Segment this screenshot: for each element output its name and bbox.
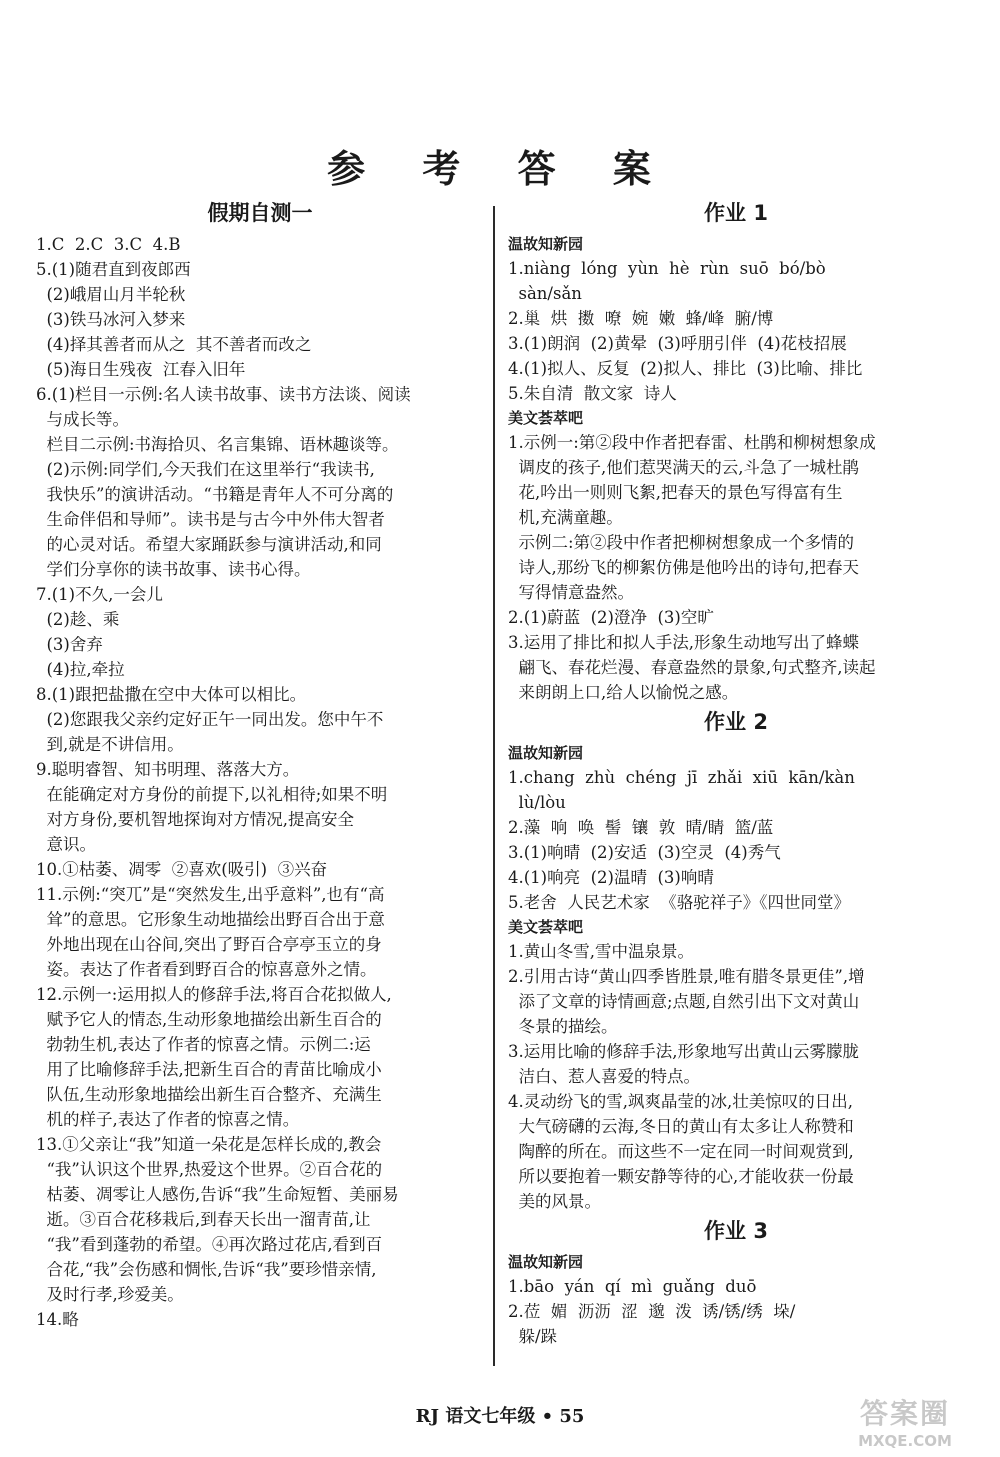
subsection-heading: 美文荟萃吧 (508, 409, 584, 427)
answer-line: 耸”的意思。它形象生动地描绘出野百合出于意 (36, 910, 385, 929)
answer-line: 2.巢 烘 擞 嘹 婉 嫩 蜂/峰 腑/博 (508, 309, 774, 328)
answer-line: 合花,“我”会伤感和惆怅,告诉“我”要珍惜亲情, (36, 1260, 377, 1279)
answer-line: 示例二:第②段中作者把柳树想象成一个多情的 (508, 533, 855, 552)
answer-line: 9.聪明睿智、知书明理、落落大方。 (36, 760, 300, 779)
answer-line: 到,就是不讲信用。 (36, 735, 184, 754)
answer-line: 4.(1)拟人、反复 (2)拟人、排比 (3)比喻、排比 (508, 359, 863, 378)
column-divider (493, 206, 495, 1366)
answer-line: 5.(1)随君直到夜郎西 (36, 260, 191, 279)
answer-line: 洁白、惹人喜爱的特点。 (508, 1067, 700, 1086)
answer-line: 4.(1)响亮 (2)温晴 (3)响晴 (508, 868, 714, 887)
answer-line: 花,吟出一则则飞絮,把春天的景色写得富有生 (508, 483, 843, 502)
answer-line: 勃勃生机,表达了作者的惊喜之情。示例二:运 (36, 1035, 371, 1054)
answer-line: 2.莅 媚 沥沥 涩 邈 泼 诱/锈/绣 垛/ (508, 1302, 796, 1321)
answer-line: 机的样子,表达了作者的惊喜之情。 (36, 1110, 300, 1129)
answer-line: 2.藻 响 唤 髻 镶 敦 晴/睛 篮/蓝 (508, 818, 774, 837)
answer-line: 11.示例:“突兀”是“突然发生,出乎意料”,也有“高 (36, 885, 385, 904)
subsection-heading: 温故知新园 (508, 1253, 584, 1271)
answer-line: 姿。表达了作者看到野百合的惊喜意外之情。 (36, 960, 377, 979)
answer-line: (3)舍弃 (36, 635, 103, 654)
answer-line: sàn/sǎn (508, 284, 582, 303)
answer-line: (4)拉,牵拉 (36, 660, 125, 679)
answer-line: 14.略 (36, 1310, 79, 1329)
answer-line: 3.运用了排比和拟人手法,形象生动地写出了蜂蝶 (508, 633, 859, 652)
section-heading-homework: 作业 1 (704, 201, 768, 225)
watermark-logo (830, 1392, 980, 1452)
section-heading-homework: 作业 3 (704, 1219, 768, 1243)
answer-line: 躲/跺 (508, 1327, 558, 1346)
answer-line: 机,充满童趣。 (508, 508, 623, 527)
answer-line: 意识。 (36, 835, 96, 854)
answer-line: 调皮的孩子,他们惹哭满天的云,斗急了一城杜鹃 (508, 458, 859, 477)
answer-line: 陶醉的所在。而这些不一定在同一时间观赏到, (508, 1142, 854, 1161)
answer-line: 10.①枯萎、凋零 ②喜欢(吸引) ③兴奋 (36, 860, 328, 879)
answer-line: 3.(1)响晴 (2)安适 (3)空灵 (4)秀气 (508, 843, 781, 862)
section-heading-self-test: 假期自测一 (207, 201, 313, 225)
answer-line: (4)择其善者而从之 其不善者而改之 (36, 335, 312, 354)
answer-line: (2)示例:同学们,今天我们在这里举行“我读书, (36, 460, 375, 479)
answer-line: 1.示例一:第②段中作者把春雷、杜鹃和柳树想象成 (508, 433, 876, 452)
answer-line: (2)峨眉山月半轮秋 (36, 285, 186, 304)
answer-line: 来朗朗上口,给人以愉悦之感。 (508, 683, 739, 702)
section-heading-homework: 作业 2 (704, 710, 768, 734)
answer-line: “我”看到蓬勃的希望。④再次路过花店,看到百 (36, 1235, 383, 1254)
answer-line: lù/lòu (508, 793, 566, 812)
answer-line: 4.灵动纷飞的雪,飒爽晶莹的冰,壮美惊叹的日出, (508, 1092, 853, 1111)
answer-line: 美的风景。 (508, 1192, 601, 1211)
answer-line: 诗人,那纷飞的柳絮仿佛是他吟出的诗句,把春天 (508, 558, 859, 577)
answer-line: 冬景的描绘。 (508, 1017, 618, 1036)
answer-list-left (36, 232, 484, 1332)
right-column (508, 196, 964, 1349)
subsection-heading: 美文荟萃吧 (508, 918, 584, 936)
answer-line: 我快乐”的演讲活动。“书籍是青年人不可分离的 (36, 485, 394, 504)
watermark-en: MXQE.COM (858, 1432, 952, 1450)
answer-line: (2)您跟我父亲约定好正午一同出发。您中午不 (36, 710, 384, 729)
answer-line: 的心灵对话。希望大家踊跃参与演讲活动,和同 (36, 535, 382, 554)
answer-line: 用了比喻修辞手法,把新生百合的青苗比喻成小 (36, 1060, 382, 1079)
answer-line: 与成长等。 (36, 410, 129, 429)
answer-line: 13.①父亲让“我”知道一朵花是怎样长成的,教会 (36, 1135, 382, 1154)
answer-line: 翩飞、春花烂漫、春意盎然的景象,句式整齐,读起 (508, 658, 876, 677)
answer-line: (2)趁、乘 (36, 610, 120, 629)
answer-line: 3.运用比喻的修辞手法,形象地写出黄山云雾朦胧 (508, 1042, 859, 1061)
page-footer: RJ 语文七年级 • 55 (415, 1406, 585, 1427)
subsection-heading: 温故知新园 (508, 235, 584, 253)
answer-line: (5)海日生残夜 江春入旧年 (36, 360, 246, 379)
answer-line: 外地出现在山谷间,突出了野百合亭亭玉立的身 (36, 935, 382, 954)
answer-line: 1.黄山冬雪,雪中温泉景。 (508, 942, 694, 961)
answer-line: 2.引用古诗“黄山四季皆胜景,唯有腊冬景更佳”,增 (508, 967, 865, 986)
answer-line: 1.niàng lóng yùn hè rùn suō bó/bò (508, 259, 826, 278)
answer-line: 写得情意盎然。 (508, 583, 634, 602)
answer-line: 1.C 2.C 3.C 4.B (36, 235, 181, 254)
answer-line: 5.朱自清 散文家 诗人 (508, 384, 677, 403)
answer-line: 栏目二示例:书海拾贝、名言集锦、语林趣谈等。 (36, 435, 399, 454)
answer-line: 枯萎、凋零让人感伤,告诉“我”生命短暂、美丽易 (36, 1185, 399, 1204)
subsection-heading: 温故知新园 (508, 744, 584, 762)
answer-line: 5.老舍 人民艺术家 《骆驼祥子》《四世同堂》 (508, 893, 850, 912)
answer-line: 6.(1)栏目一示例:名人读书故事、读书方法谈、阅读 (36, 385, 411, 404)
watermark-cn: 答案圈 (859, 1397, 950, 1430)
answer-line: “我”认识这个世界,热爱这个世界。②百合花的 (36, 1160, 383, 1179)
left-column (36, 196, 484, 1332)
answer-line: 对方身份,要机智地探询对方情况,提高安全 (36, 810, 354, 829)
answer-line: 2.(1)蔚蓝 (2)澄净 (3)空旷 (508, 608, 714, 627)
answer-line: 7.(1)不久,一会儿 (36, 585, 163, 604)
answer-line: 1.chang zhù chéng jī zhǎi xiū kān/kàn (508, 768, 855, 787)
answer-line: 3.(1)朗润 (2)黄晕 (3)呼朋引伴 (4)花枝招展 (508, 334, 847, 353)
answer-line: 赋予它人的情态,生动形象地描绘出新生百合的 (36, 1010, 382, 1029)
answer-line: 在能确定对方身份的前提下,以礼相待;如果不明 (36, 785, 388, 804)
answer-line: 8.(1)跟把盐撒在空中大体可以相比。 (36, 685, 307, 704)
answer-line: (3)铁马冰河入梦来 (36, 310, 186, 329)
answer-line: 大气磅礴的云海,冬日的黄山有太多让人称赞和 (508, 1117, 854, 1136)
answer-line: 队伍,生动形象地描绘出新生百合整齐、充满生 (36, 1085, 382, 1104)
answer-line: 生命伴侣和导师”。读书是与古今中外伟大智者 (36, 510, 385, 529)
answer-line: 学们分享你的读书故事、读书心得。 (36, 560, 311, 579)
answer-line: 12.示例一:运用拟人的修辞手法,将百合花拟做人, (36, 985, 392, 1004)
answer-line: 1.bāo yán qí mì guǎng duō (508, 1277, 757, 1296)
answer-line: 添了文章的诗情画意;点题,自然引出下文对黄山 (508, 992, 860, 1011)
answer-line: 逝。③百合花移栽后,到春天长出一溜青苗,让 (36, 1210, 371, 1229)
answer-line: 及时行孝,珍爱美。 (36, 1285, 184, 1304)
page-title: 参 考 答 案 (327, 147, 673, 191)
answer-line: 所以要抱着一颗安静等待的心,才能收获一份最 (508, 1167, 854, 1186)
